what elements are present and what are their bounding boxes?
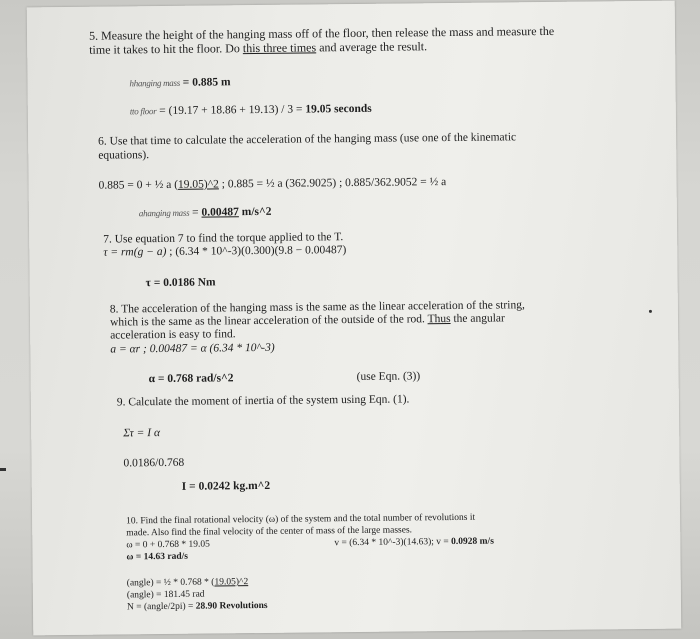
q10-instruction-line1: 10. Find the final rotational velocity (ω) of the system and the total number of revolutions it — [126, 512, 476, 527]
q10-velocity-eq: v = (6.34 * 10^-3)(14.63); v = — [334, 536, 452, 549]
edge-mark — [0, 468, 6, 471]
q8-eqn-note: (use Eqn. (3)) — [356, 370, 421, 383]
q10-angle-underlined: 19.05)^2 — [214, 577, 249, 588]
worksheet-page — [27, 1, 682, 636]
q10-instruction-line2: made. Also find the final velocity of the center of mass of the large masses. — [126, 525, 413, 539]
q7-instruction-line1: 7. Use equation 7 to find the torque applied to the T. — [103, 231, 344, 246]
q5-height-label: hhanging mass — [129, 77, 180, 89]
q5-time-label: tto floor — [129, 106, 157, 117]
q5-height-line — [129, 75, 230, 90]
q6-accel-line — [139, 205, 272, 220]
q6-instruction-line1: 6. Use that time to calculate the acceleration of the hanging mass (use one of the kinematic — [98, 131, 517, 148]
q10-angle-eq1: (angle) = ½ * 0.768 * ( — [126, 577, 215, 589]
q6-accel-result: 0.00487 — [201, 206, 239, 219]
q6-eq-part1: 0.885 = 0 + ½ a ( — [98, 178, 179, 192]
q9-instruction: 9. Calculate the moment of inertia of the system using Eqn. (1). — [116, 393, 410, 409]
q5-instruction-line1: 5. Measure the height of the hanging mass off of the floor, then release the mass and measure the — [88, 23, 555, 43]
q5-time-expr: = (19.17 + 18.86 + 19.13) / 3 = — [156, 103, 306, 118]
q9-inertia-result: I = 0.0242 kg.m^2 — [181, 479, 271, 493]
q7-formula-values: ; (6.34 * 10^-3)(0.300)(9.8 − 0.00487) — [166, 244, 347, 258]
q9-formula: Στ = I α — [123, 427, 161, 440]
q6-accel-label: ahanging mass — [138, 207, 190, 219]
stray-dot — [649, 310, 652, 313]
q8-instruction-line1: 8. The acceleration of the hanging mass is the same as the linear acceleration of the string, — [109, 299, 525, 316]
q5-height-value: = 0.885 m — [179, 76, 231, 89]
q8-instruction-line3: acceleration is easy to find. — [110, 328, 236, 342]
q5-time-result: 19.05 seconds — [305, 102, 372, 116]
q6-accel-unit: m/s^2 — [238, 205, 272, 219]
q10-revolutions-eq: N = (angle/2pi) = — [126, 601, 196, 613]
q10-velocity-line — [334, 535, 494, 551]
q7-torque-formula: τ = rm(g − a) — [103, 245, 167, 259]
q6-instruction-line2: equations). — [98, 149, 150, 162]
q5-instruction-line2 — [89, 39, 427, 57]
q5-line2-suffix: and average the result. — [316, 39, 428, 55]
q8-instruction-line2 — [110, 311, 505, 329]
q8-line2-underlined: Thus — [427, 312, 451, 326]
q5-time-line — [130, 102, 372, 119]
q8-formula: a = αr ; 0.00487 = α (6.34 * 10^-3) — [110, 341, 275, 356]
q8-line2-suffix: the angular — [450, 312, 505, 325]
q10-omega-equation: ω = 0 + 0.768 * 19.05 — [126, 539, 210, 551]
q5-line2-underlined: this three times — [242, 40, 317, 56]
q10-velocity-result: 0.0928 m/s — [451, 536, 494, 547]
q7-torque-result: τ = 0.0186 Nm — [145, 276, 216, 290]
q5-line2-prefix: time it takes to hit the floor. Do — [89, 41, 243, 57]
q10-angle-line2: (angle) = 181.45 rad — [126, 589, 205, 601]
q6-eq-part2: ; 0.885 = ½ a (362.9025) ; 0.885/362.9052 = ½ a — [218, 176, 447, 191]
q9-division: 0.0186/0.768 — [123, 456, 185, 470]
q6-eq-underlined: 19.05)^2 — [177, 178, 219, 191]
q10-revolutions-line — [127, 599, 268, 614]
q6-equation — [99, 175, 447, 193]
q6-accel-eq: = — [189, 206, 202, 219]
q7-formula-line — [103, 243, 346, 260]
q8-line2-text: which is the same as the linear acceleration of the outside of the rod. — [109, 313, 428, 329]
q10-revolutions-result: 28.90 Revolutions — [195, 600, 268, 612]
q8-alpha-result: α = 0.768 rad/s^2 — [148, 372, 234, 386]
q10-omega-result: ω = 14.63 rad/s — [126, 551, 188, 563]
